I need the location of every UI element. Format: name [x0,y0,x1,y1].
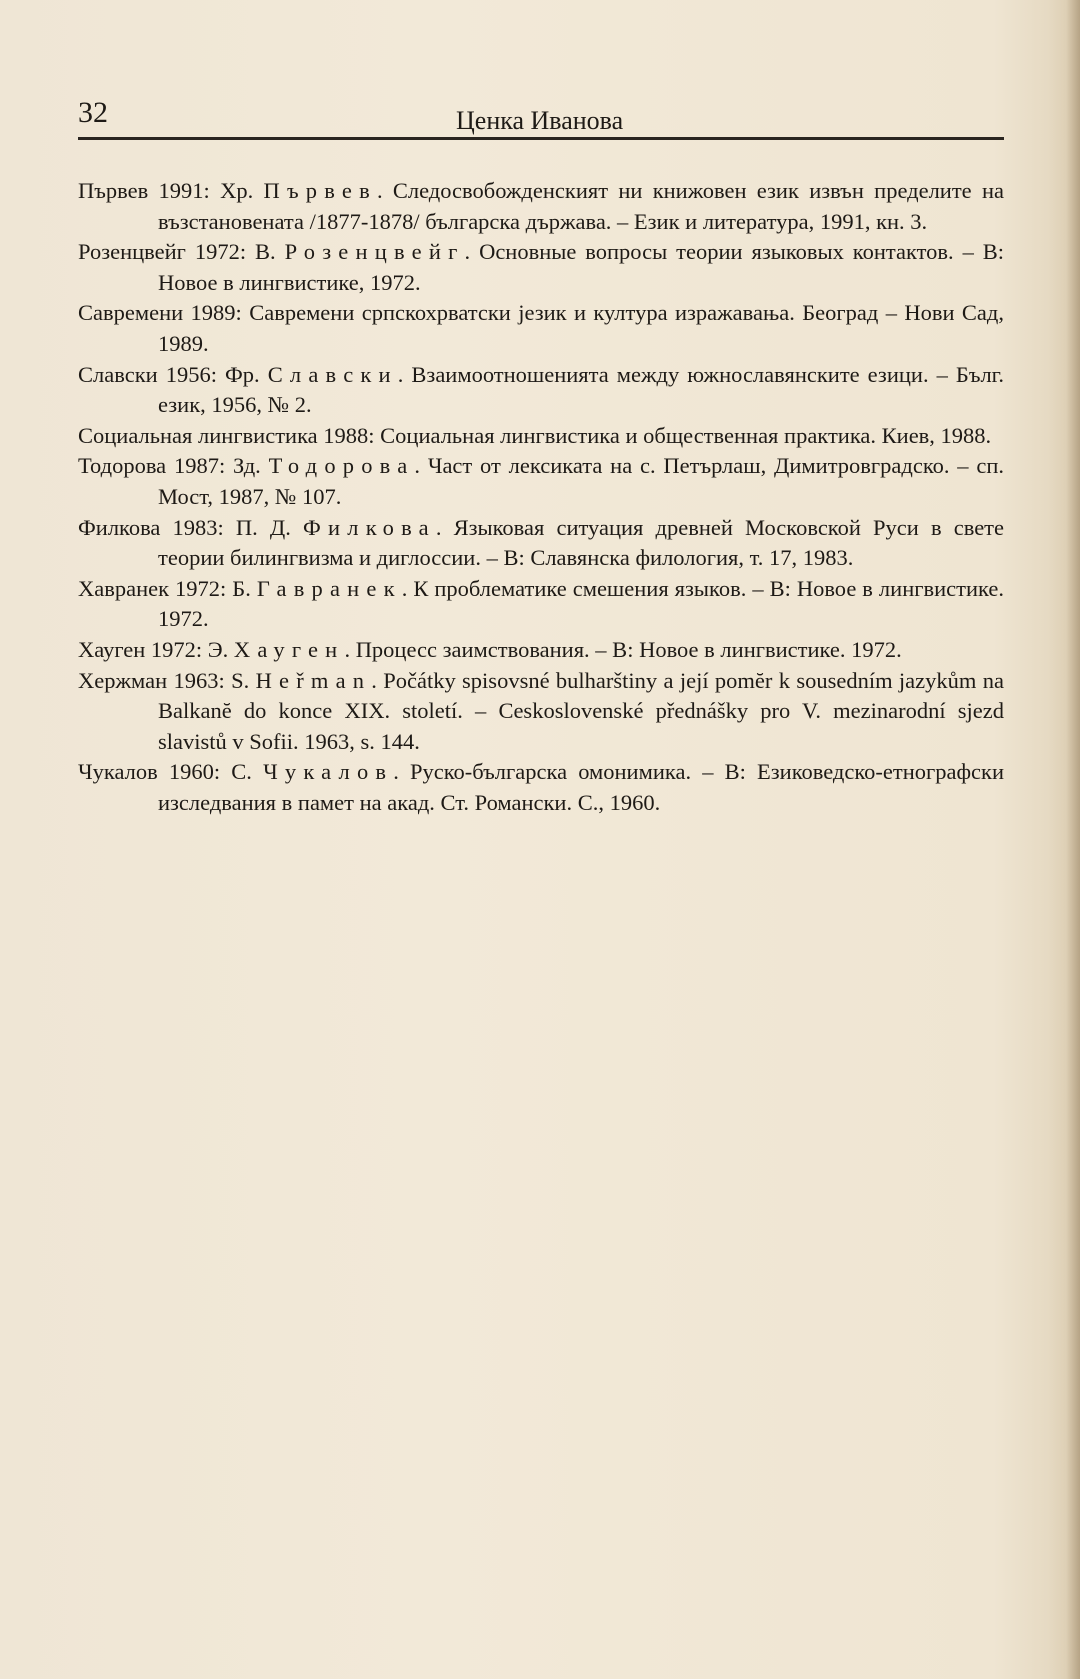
entry-key: Савремени 1989: [78,300,250,326]
page-edge-shadow [1066,0,1080,1679]
entry-text: . Основные вопросы теории языковых контактов. – В: Новое в лингвистике, 1972. [158,239,1005,295]
bibliography-list [78,176,1004,818]
entry-author: Гавранек [256,575,402,601]
running-title: Ценка Иванова [456,106,624,135]
entry-text: . Počátky spisovsné bulharštiny a její pomĕr k sousedním jazykům na Balkanĕ do konce XIX. století. – Ceskoslovenské přednášky pro V. mezinarodní sjezd slavistů v Sofii. 1963, s. 144. [158,667,1004,754]
bibliography-entry [78,176,1004,237]
entry-text: Социальная лингвистика и общественная практика. Киев, 1988. [380,422,992,448]
entry-author: Heřman [255,667,372,693]
entry-text: . Процесс заимствования. – В: Новое в лингвистике. 1972. [344,636,902,662]
header-rule [78,137,1004,140]
entry-key: Славски 1956: Фр. [78,361,268,387]
entry-key: Социальная лингвистика 1988: [78,422,381,448]
entry-text: Савремени српскохрватски језик и култура изражавања. Београд – Нови Сад, 1989. [158,300,1004,356]
entry-author: Филкова [303,514,436,540]
entry-key: Чукалов 1960: С. [78,759,264,785]
entry-author: Първев [263,178,377,203]
bibliography-entry [78,360,1004,421]
entry-key: Хержман 1963: S. [78,667,256,693]
bibliography-entry [78,451,1004,512]
entry-author: Хауген [233,636,345,662]
entry-key: Тодорова 1987: Зд. [78,453,269,479]
bibliography-entry [78,574,1004,635]
entry-author: Славски [267,361,398,387]
entry-key: Розенцвейг 1972: В. [78,239,285,265]
bibliography-entry [78,421,1004,452]
bibliography-entry [78,635,1004,666]
entry-text: . Руско-българска омонимика. – В: Езиковедско-етнографски изследвания в памет на акад. Ст. Романски. С., 1960. [158,759,1004,815]
entry-text: . Языковая ситуация древней Московской Руси в свете теории билингвизма и диглоссии. – В: Славянска филология, т. 17, 1983. [158,514,1004,571]
bibliography-entry [78,237,1004,298]
entry-author: Тодорова [268,453,415,479]
bibliography-entry [78,513,1004,574]
bibliography-entry [78,757,1004,818]
entry-author: Розенцвейг [284,239,465,265]
entry-key: Хавранек 1972: Б. [78,575,257,601]
page-number: 32 [78,96,108,129]
entry-author: Чукалов [263,759,394,785]
bibliography-entry [78,666,1004,758]
entry-text: . Взаимоотношенията между южнославянските езици. – Бълг. език, 1956, № 2. [158,361,1004,418]
entry-text: . К проблематике смешения языков. – В: Новое в лингвистике. 1972. [158,575,1004,632]
bibliography-entry [78,298,1004,359]
entry-text: . Следосвобожденският ни книжовен език извън пределите на възстановената /1877-1878/ българска държава. – Език и литература, 1991, кн. 3. [158,178,1004,234]
entry-key: Филкова 1983: П. Д. [78,514,304,540]
entry-key: Първев 1991: Хр. [78,178,264,203]
entry-key: Хауген 1972: Э. [78,636,234,662]
page-header [78,96,1003,140]
entry-text: . Част от лексиката на с. Петърлаш, Димитровградско. – сп. Мост, 1987, № 107. [158,453,1005,509]
